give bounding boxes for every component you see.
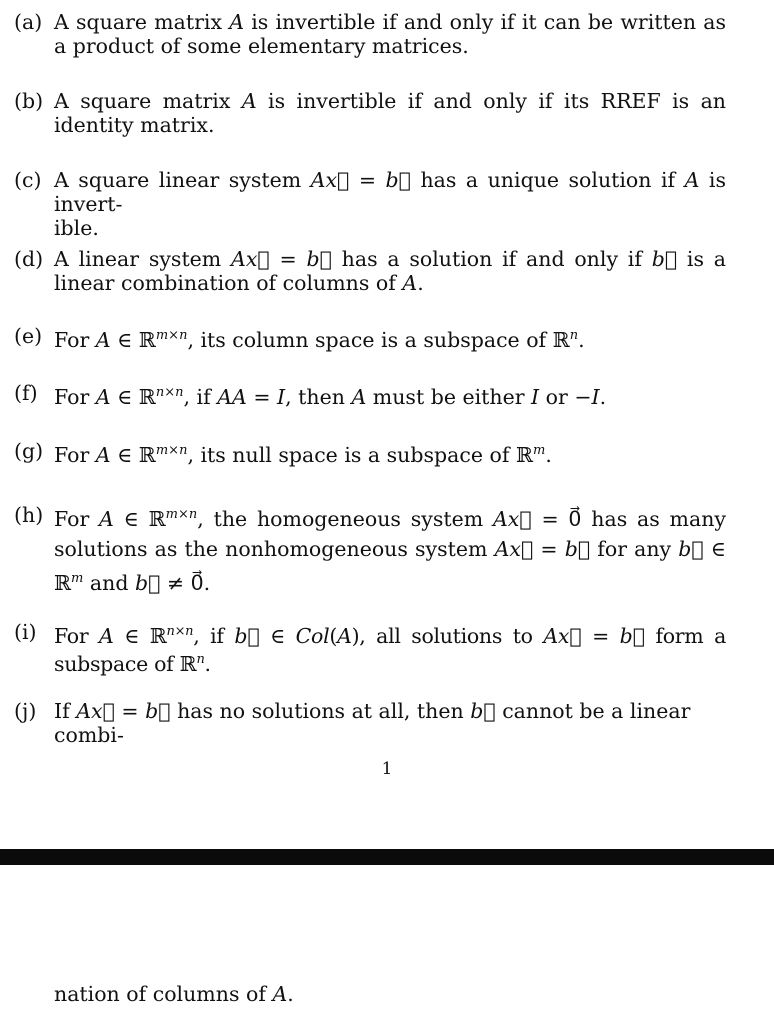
statement-text: A linear system Ax⃗ = b⃗ has a solution if and only if b⃗ is a linear combination of columns of A. (54, 247, 726, 295)
statement-label: (h) (14, 503, 44, 527)
statement-label: (f) (14, 381, 38, 405)
statement-b (14, 89, 726, 137)
statement-h (14, 500, 726, 598)
statement-label: (j) (14, 699, 37, 723)
statement-text: For A ∈ ℝ$^{n\times n}$, if b⃗ ∈ Col(A), all solutions to Ax⃗ = b⃗ form a subspace of ℝ$^n$. (54, 623, 727, 676)
statement-text: For A ∈ ℝ$^{m\times n}$, the homogeneous system Ax⃗ = 0⃗ has as many solutions as the nonhomogeneous system Ax⃗ = b⃗ for any b⃗ ∈ ℝ$^m$ and b⃗ ≠ 0⃗. (54, 506, 726, 595)
statement-text: A square matrix A is invertible if and only if its RREF is an identity matrix. (54, 89, 726, 137)
statement-text: A square matrix A is invertible if and only if it can be written as a product of some elementary matrices. (54, 10, 726, 58)
statement-text: A square linear system Ax⃗ = b⃗ has a unique solution if A is invert- ible. (54, 168, 726, 240)
statement-text: If Ax⃗ = b⃗ has no solutions at all, then b⃗ cannot be a linear combi- (54, 699, 691, 747)
statement-label: (a) (14, 10, 43, 34)
statement-text: For A ∈ ℝ$^{m\times n}$, its null space is a subspace of ℝ$^m$. (54, 442, 552, 467)
statement-label: (g) (14, 439, 44, 463)
page-number: 1 (381, 759, 393, 779)
statement-label: (c) (14, 168, 42, 192)
page-2 (0, 865, 774, 1024)
statement-f (14, 381, 726, 409)
statement-e (14, 324, 726, 352)
statement-label: (b) (14, 89, 44, 113)
page-divider (0, 849, 774, 865)
statement-d (14, 247, 726, 295)
statement-i (14, 620, 726, 676)
statement-c (14, 168, 726, 240)
statement-a (14, 10, 726, 58)
statement-j (14, 699, 726, 747)
statement-label: (e) (14, 324, 43, 348)
statement-label: (i) (14, 620, 37, 644)
statement-label: (d) (14, 247, 44, 271)
statement-text: For A ∈ ℝ$^{n\times n}$, if AA = I, then A must be either I or −I. (54, 384, 607, 409)
statement-text: For A ∈ ℝ$^{m\times n}$, its column space is a subspace of ℝ$^n$. (54, 327, 585, 352)
statement-g (14, 439, 726, 467)
continuation-text: nation of columns of A. (54, 982, 294, 1006)
